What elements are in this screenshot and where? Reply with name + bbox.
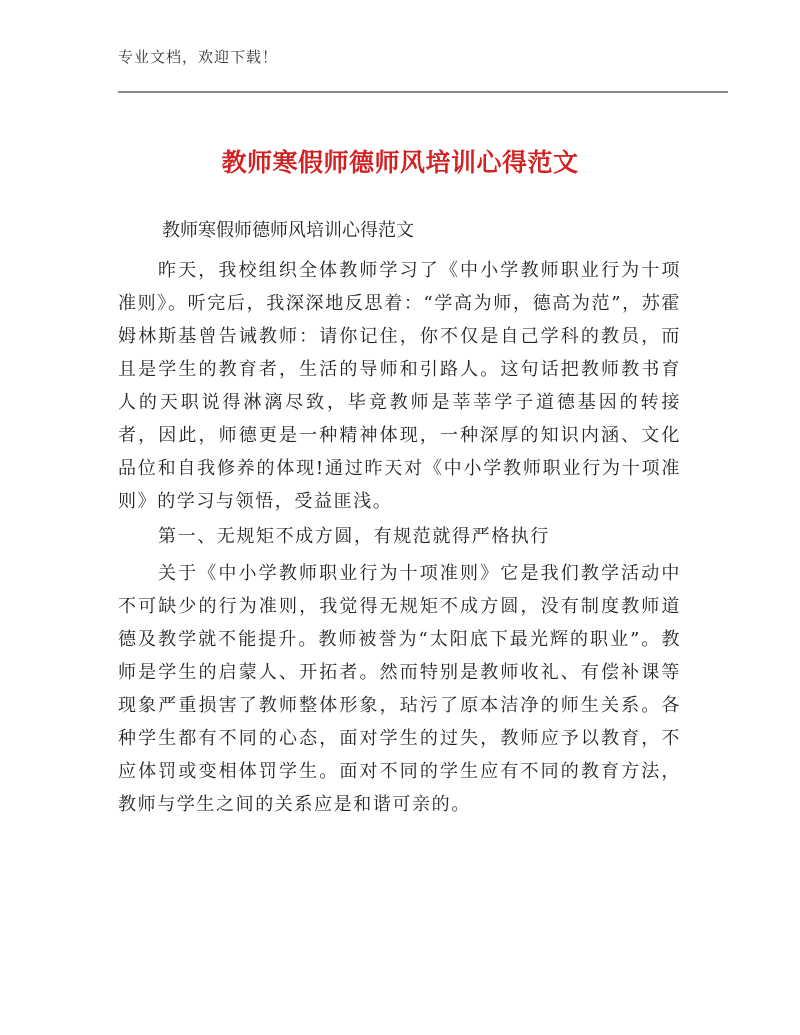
document-body [118, 214, 681, 821]
page-header-text: 专业文档，欢迎下载！ [118, 48, 279, 66]
section-heading: 第一、无规矩不成方圆，有规范就得严格执行 [158, 526, 550, 547]
document-title: 教师寒假师德师风培训心得范文 [221, 148, 579, 177]
document-subtitle: 教师寒假师德师风培训心得范文 [162, 220, 414, 241]
section-paragraph: 关于《中小学教师职业行为十项准则》它是我们教学活动中不可缺少的行为准则，我觉得无规矩不成方圆，没有制度教师道德及教学就不能提升。教师被誉为“太阳底下最光辉的职业”。教师是学生的启蒙人、开拓者。然而特别是教师收礼、有偿补课等现象严重损害了教师整体形象，玷污了原本洁净的师生关系。各种学生都有不同的心态，面对学生的过失，教师应予以教育，不应体罚或变相体罚学生。面对不同的学生应有不同的教育方法，教师与学生之间的关系应是和谐可亲的。 [118, 563, 681, 815]
body-paragraph: 昨天，我校组织全体教师学习了《中小学教师职业行为十项准则》。听完后，我深深地反思着：“学高为师，德高为范”，苏霍姆林斯基曾告诫教师：请你记住，你不仅是自己学科的教员，而且是学生的教育者，生活的导师和引路人。这句话把教师教书育人的天职说得淋漓尽致，毕竟教师是莘莘学子道德基因的转接者，因此，师德更是一种精神体现，一种深厚的知识内涵、文化品位和自我修养的体现!通过昨天对《中小学教师职业行为十项准则》的学习与领悟，受益匪浅。 [118, 260, 681, 512]
header-divider [118, 91, 728, 93]
